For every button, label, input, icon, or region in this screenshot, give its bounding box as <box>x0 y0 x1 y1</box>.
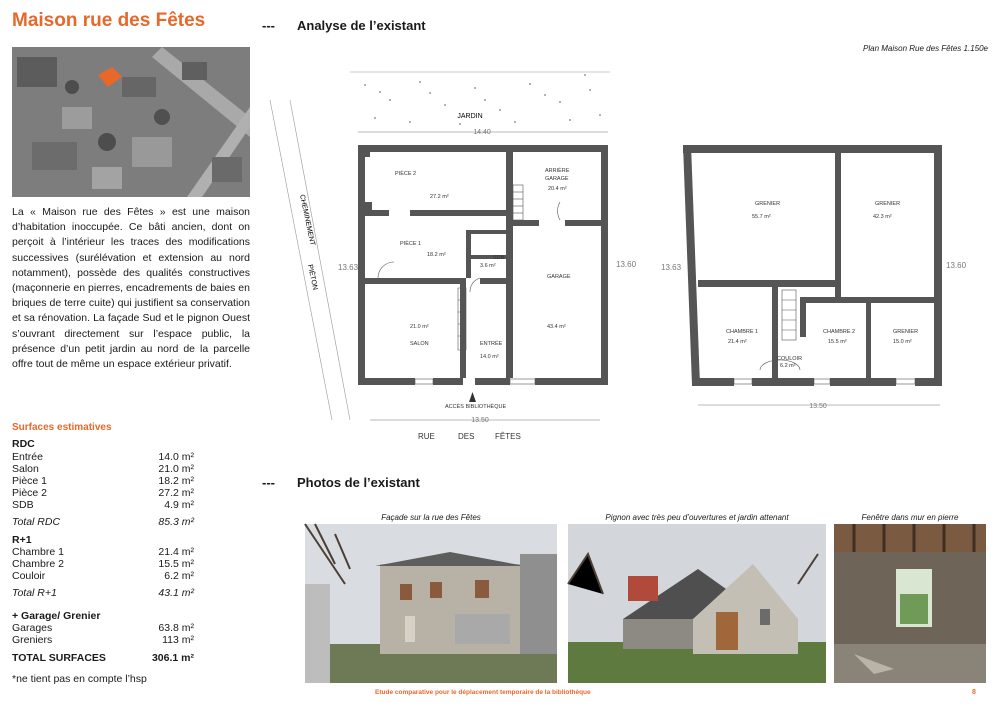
svg-text:RUE: RUE <box>418 432 435 441</box>
svg-text:21.0 m²: 21.0 m² <box>410 324 429 330</box>
surface-row: SDB 4.9 m² <box>12 499 194 511</box>
photo-window <box>834 524 986 683</box>
svg-text:ACCÈS BIBLIOTHÈQUE: ACCÈS BIBLIOTHÈQUE <box>445 404 507 410</box>
svg-text:55.7 m²: 55.7 m² <box>752 214 771 220</box>
svg-text:PIÈCE 1: PIÈCE 1 <box>400 241 422 247</box>
svg-text:GRENIER: GRENIER <box>755 201 781 207</box>
svg-text:42.3 m²: 42.3 m² <box>873 214 892 220</box>
footer-text: Etude comparative pour le déplacement temporaire de la bibliothèque <box>375 689 591 696</box>
surface-row: Greniers 113 m² <box>12 634 194 646</box>
svg-text:CHAMBRE 1: CHAMBRE 1 <box>726 329 759 335</box>
svg-text:PIÈCE 2: PIÈCE 2 <box>395 171 417 177</box>
page-title: Maison rue des Fêtes <box>12 10 206 31</box>
section-dash: --- <box>262 18 275 33</box>
photo-facade <box>305 524 557 683</box>
svg-text:14.0 m²: 14.0 m² <box>480 354 499 360</box>
footnote: *ne tient pas en compte l’hsp <box>12 673 147 685</box>
surface-row: Chambre 2 15.5 m² <box>12 558 194 570</box>
page-number: 8 <box>972 689 976 696</box>
chemin-label: CHEMINEMENT <box>298 193 316 247</box>
aerial-photo <box>12 47 250 197</box>
plan-caption: Plan Maison Rue des Fêtes 1.150e <box>863 44 988 53</box>
svg-text:43.4 m²: 43.4 m² <box>547 324 566 330</box>
svg-text:GRENIER: GRENIER <box>893 329 919 335</box>
svg-text:SALON: SALON <box>410 341 429 347</box>
photo-caption: Fenêtre dans mur en pierre <box>861 513 959 522</box>
svg-text:GRENIER: GRENIER <box>875 201 901 207</box>
svg-text:GARAGE: GARAGE <box>547 274 571 280</box>
svg-text:CHAMBRE 2: CHAMBRE 2 <box>823 329 856 335</box>
r1-heading: R+1 <box>12 534 32 546</box>
surface-row: Entrée 14.0 m² <box>12 451 194 463</box>
dim-left: 13.63 <box>338 263 359 272</box>
jardin-label: JARDIN <box>457 113 483 120</box>
photos-heading: Photos de l’existant <box>297 475 420 490</box>
svg-text:FÊTES: FÊTES <box>495 432 521 441</box>
photo-pignon <box>568 524 826 683</box>
total-surfaces: TOTAL SURFACES 306.1 m² <box>12 652 194 664</box>
svg-text:20.4 m²: 20.4 m² <box>548 186 567 192</box>
width-top: 14.40 <box>473 129 491 136</box>
section-dash: --- <box>262 475 275 490</box>
ground-floor-plan <box>270 60 637 450</box>
svg-text:SDB: SDB <box>493 255 505 261</box>
svg-text:15.5 m²: 15.5 m² <box>828 339 847 345</box>
surfaces-title: Surfaces estimatives <box>12 422 112 433</box>
photo-caption: Façade sur la rue des Fêtes <box>381 513 481 522</box>
description: La « Maison rue des Fêtes » est une maison d’habitation inoccupée. Ce bâti ancien, dont on perçoit à l’intérieur les traces des modifications successives (surélévation et extension au nord notamment), possède des qualités constructives (maçonnerie en pierres, encadrements de baies en briques de terre cuite) qui justifient sa conservation et sa rénovation. La façade Sud et le pignon Ouest s’ouvrant directement sur l’espace public, la présence d’un petit jardin au nord de la parcelle offre tout de même un espace extérieur privatif. <box>12 206 250 371</box>
surface-row: Chambre 1 21.4 m² <box>12 546 194 558</box>
pieton-label: PIÉTON <box>306 263 319 291</box>
svg-text:6.2 m²: 6.2 m² <box>780 363 796 369</box>
first-floor-plan <box>660 140 980 415</box>
svg-text:18.2 m²: 18.2 m² <box>427 252 446 258</box>
dim-right: 13.60 <box>616 260 637 269</box>
total-rdc: Total RDC 85.3 m² <box>12 516 194 528</box>
total-r1: Total R+1 43.1 m² <box>12 587 194 599</box>
svg-text:13.50: 13.50 <box>471 417 489 424</box>
svg-text:DES: DES <box>458 432 475 441</box>
svg-text:13.60: 13.60 <box>946 261 967 270</box>
svg-text:COULOIR: COULOIR <box>777 356 803 362</box>
garage-heading: + Garage/ Grenier <box>12 610 101 622</box>
svg-text:GARAGE: GARAGE <box>545 176 569 182</box>
surface-row: Salon 21.0 m² <box>12 463 194 475</box>
svg-text:ENTRÉE: ENTRÉE <box>480 341 503 347</box>
surface-row: Garages 63.8 m² <box>12 622 194 634</box>
svg-text:27.2 m²: 27.2 m² <box>430 194 449 200</box>
surface-row: Couloir 6.2 m² <box>12 570 194 582</box>
surface-row: Pièce 1 18.2 m² <box>12 475 194 487</box>
svg-text:13.63: 13.63 <box>661 263 682 272</box>
photo-caption: Pignon avec très peu d’ouvertures et jardin attenant <box>605 513 789 522</box>
svg-text:3.6 m²: 3.6 m² <box>480 263 496 269</box>
svg-text:15.0 m²: 15.0 m² <box>893 339 912 345</box>
surface-row: Pièce 2 27.2 m² <box>12 487 194 499</box>
svg-text:ARRIÈRE: ARRIÈRE <box>545 168 570 174</box>
rdc-heading: RDC <box>12 438 35 450</box>
analyse-heading: Analyse de l’existant <box>297 18 426 33</box>
svg-text:13.50: 13.50 <box>809 403 827 410</box>
svg-text:21.4 m²: 21.4 m² <box>728 339 747 345</box>
